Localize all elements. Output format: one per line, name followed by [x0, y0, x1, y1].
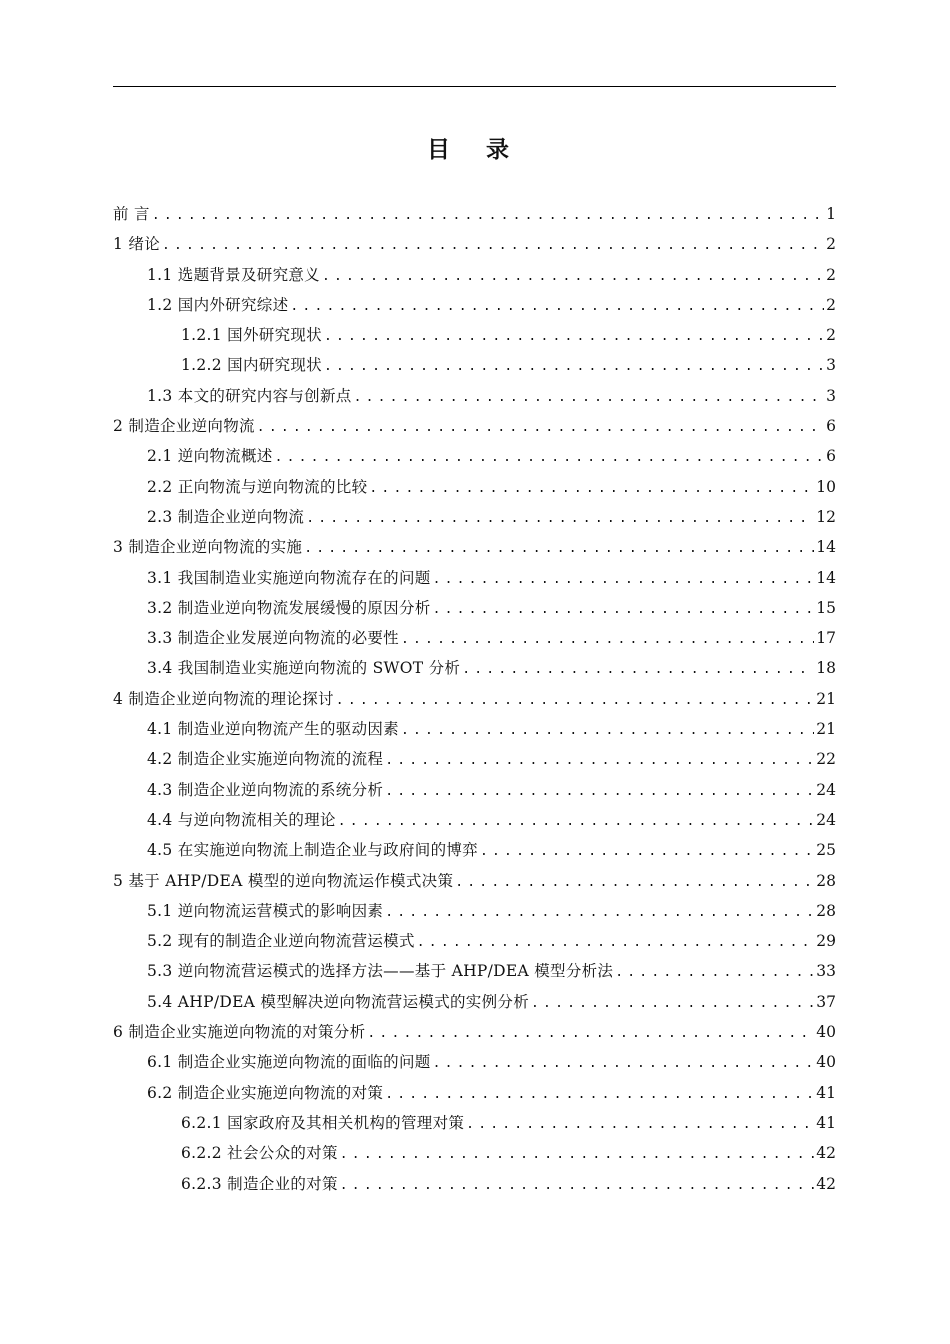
toc-entry[interactable]: [113, 1047, 836, 1077]
dot-leader: [160, 231, 824, 261]
toc-entry[interactable]: [113, 441, 836, 471]
toc-entry-title: 2.1 逆向物流概述: [147, 447, 273, 466]
dot-leader: [304, 504, 814, 534]
toc-entry-title: 2 制造企业逆向物流: [113, 417, 255, 436]
toc-entry[interactable]: [113, 987, 836, 1017]
toc-entry-title: 1 绪论: [113, 235, 160, 254]
toc-entry[interactable]: [113, 775, 836, 805]
dot-leader: [529, 989, 814, 1019]
dot-leader: [255, 413, 824, 443]
toc-entry-title: 5.1 逆向物流运营模式的影响因素: [147, 901, 384, 920]
toc-entry[interactable]: [113, 744, 836, 774]
toc-entry[interactable]: [113, 199, 836, 229]
toc-entry-title: 1.1 选题背景及研究意义: [147, 265, 320, 284]
toc-entry-title: 3.1 我国制造业实施逆向物流存在的问题: [147, 568, 431, 587]
toc-entry-title: 6.2.2 社会公众的对策: [181, 1144, 338, 1163]
toc-page-number: 42: [816, 1144, 836, 1163]
dot-leader: [338, 1140, 814, 1170]
table-of-contents: [113, 199, 836, 1199]
toc-page-number: 25: [816, 841, 836, 860]
toc-entry[interactable]: [113, 381, 836, 411]
toc-page-number: 15: [816, 598, 836, 617]
toc-entry-title: 5.3 逆向物流营运模式的选择方法——基于 AHP/DEA 模型分析法: [147, 962, 614, 981]
toc-page-number: 14: [816, 538, 836, 557]
toc-page-number: 24: [816, 810, 836, 829]
dot-leader: [399, 716, 814, 746]
toc-entry[interactable]: [113, 350, 836, 380]
dot-leader: [399, 625, 814, 655]
dot-leader: [415, 928, 814, 958]
toc-page-number: 37: [816, 992, 836, 1011]
toc-page-number: 22: [816, 750, 836, 769]
toc-entry-title: 2.2 正向物流与逆向物流的比较: [147, 477, 368, 496]
dot-leader: [352, 383, 825, 413]
dot-leader: [365, 1019, 814, 1049]
toc-entry[interactable]: [113, 684, 836, 714]
toc-page-number: 17: [816, 629, 836, 648]
toc-entry-title: 6.2.3 制造企业的对策: [181, 1174, 338, 1193]
toc-page-number: 41: [816, 1113, 836, 1132]
dot-leader: [273, 443, 825, 473]
toc-page-number: 10: [816, 477, 836, 496]
toc-entry[interactable]: [113, 956, 836, 986]
toc-entry-title: 6 制造企业实施逆向物流的对策分析: [113, 1023, 366, 1042]
toc-entry[interactable]: [113, 653, 836, 683]
toc-page-number: 41: [816, 1083, 836, 1102]
toc-page-number: 2: [826, 326, 836, 345]
toc-entry-title: 6.1 制造企业实施逆向物流的面临的问题: [147, 1053, 431, 1072]
toc-page-number: 40: [816, 1053, 836, 1072]
toc-entry-title: 5.4 AHP/DEA 模型解决逆向物流营运模式的实例分析: [147, 992, 530, 1011]
dot-leader: [613, 958, 814, 988]
header-rule: [113, 86, 836, 87]
toc-page-number: 29: [816, 932, 836, 951]
toc-entry[interactable]: [113, 411, 836, 441]
dot-leader: [322, 352, 824, 382]
dot-leader: [431, 565, 815, 595]
dot-leader: [338, 1171, 814, 1201]
toc-entry-title: 5.2 现有的制造企业逆向物流营运模式: [147, 932, 415, 951]
toc-entry-title: 4 制造企业逆向物流的理论探讨: [113, 689, 334, 708]
toc-page-number: 21: [816, 689, 836, 708]
toc-page-number: 6: [826, 447, 836, 466]
toc-page-number: 40: [816, 1023, 836, 1042]
dot-leader: [460, 655, 814, 685]
toc-page-number: 2: [826, 265, 836, 284]
toc-page-number: 28: [816, 901, 836, 920]
toc-page-number: 12: [816, 507, 836, 526]
toc-entry[interactable]: [113, 805, 836, 835]
toc-entry[interactable]: [113, 835, 836, 865]
toc-entry-title: 4.1 制造业逆向物流产生的驱动因素: [147, 720, 399, 739]
toc-page-number: 6: [826, 417, 836, 436]
toc-entry[interactable]: [113, 320, 836, 350]
toc-entry[interactable]: [113, 623, 836, 653]
dot-leader: [367, 474, 814, 504]
dot-leader: [478, 837, 814, 867]
toc-entry[interactable]: [113, 532, 836, 562]
toc-entry-title: 2.3 制造企业逆向物流: [147, 507, 305, 526]
toc-page-number: 1: [826, 205, 836, 223]
toc-page-number: 2: [826, 295, 836, 314]
toc-entry-title: 1.2.1 国外研究现状: [181, 326, 322, 345]
toc-entry[interactable]: [113, 502, 836, 532]
toc-entry[interactable]: [113, 563, 836, 593]
dot-leader: [302, 534, 814, 564]
toc-entry[interactable]: [113, 896, 836, 926]
dot-leader: [150, 201, 824, 231]
toc-entry[interactable]: [113, 1078, 836, 1108]
dot-leader: [383, 777, 814, 807]
toc-entry-title: 1.2 国内外研究综述: [147, 295, 289, 314]
toc-entry[interactable]: [113, 260, 836, 290]
toc-entry[interactable]: [113, 1017, 836, 1047]
dot-leader: [453, 868, 814, 898]
toc-page-number: 21: [816, 720, 836, 739]
toc-entry[interactable]: [113, 1138, 836, 1168]
dot-leader: [334, 686, 814, 716]
toc-entry[interactable]: [113, 290, 836, 320]
toc-page-number: 18: [816, 659, 836, 678]
dot-leader: [383, 898, 814, 928]
dot-leader: [288, 292, 824, 322]
toc-entry-title: 6.2.1 国家政府及其相关机构的管理对策: [181, 1113, 465, 1132]
toc-page-number: 33: [816, 962, 836, 981]
dot-leader: [431, 595, 815, 625]
toc-entry-title: 4.5 在实施逆向物流上制造企业与政府间的博弈: [147, 841, 478, 860]
toc-entry[interactable]: [113, 714, 836, 744]
dot-leader: [320, 262, 824, 292]
page-title: 目 录: [426, 137, 523, 163]
toc-entry-title: 1.3 本文的研究内容与创新点: [147, 386, 352, 405]
dot-leader: [322, 322, 824, 352]
toc-entry-title: 3.4 我国制造业实施逆向物流的 SWOT 分析: [147, 659, 461, 678]
dot-leader: [431, 1049, 815, 1079]
dot-leader: [336, 807, 814, 837]
toc-entry[interactable]: [113, 593, 836, 623]
dot-leader: [464, 1110, 814, 1140]
dot-leader: [383, 1080, 814, 1110]
toc-entry-title: 4.3 制造企业逆向物流的系统分析: [147, 780, 384, 799]
toc-page-number: 3: [826, 356, 836, 375]
toc-entry-title: 前 言: [113, 205, 150, 223]
toc-page-number: 42: [816, 1174, 836, 1193]
toc-entry-title: 3.2 制造业逆向物流发展缓慢的原因分析: [147, 598, 431, 617]
toc-page-number: 14: [816, 568, 836, 587]
toc-entry[interactable]: [113, 229, 836, 259]
toc-entry-title: 5 基于 AHP/DEA 模型的逆向物流运作模式决策: [113, 871, 454, 890]
toc-page-number: 2: [826, 235, 836, 254]
toc-entry-title: 3.3 制造企业发展逆向物流的必要性: [147, 629, 399, 648]
toc-entry[interactable]: [113, 866, 836, 896]
toc-entry-title: 3 制造企业逆向物流的实施: [113, 538, 303, 557]
toc-entry[interactable]: [113, 926, 836, 956]
toc-entry-title: 4.2 制造企业实施逆向物流的流程: [147, 750, 384, 769]
toc-entry-title: 6.2 制造企业实施逆向物流的对策: [147, 1083, 384, 1102]
toc-page-number: 3: [826, 386, 836, 405]
toc-entry[interactable]: [113, 1108, 836, 1138]
toc-entry-title: 1.2.2 国内研究现状: [181, 356, 322, 375]
toc-entry[interactable]: [113, 472, 836, 502]
toc-entry-title: 4.4 与逆向物流相关的理论: [147, 810, 336, 829]
toc-entry[interactable]: [113, 1169, 836, 1199]
toc-page-number: 28: [816, 871, 836, 890]
dot-leader: [383, 746, 814, 776]
toc-page-number: 24: [816, 780, 836, 799]
